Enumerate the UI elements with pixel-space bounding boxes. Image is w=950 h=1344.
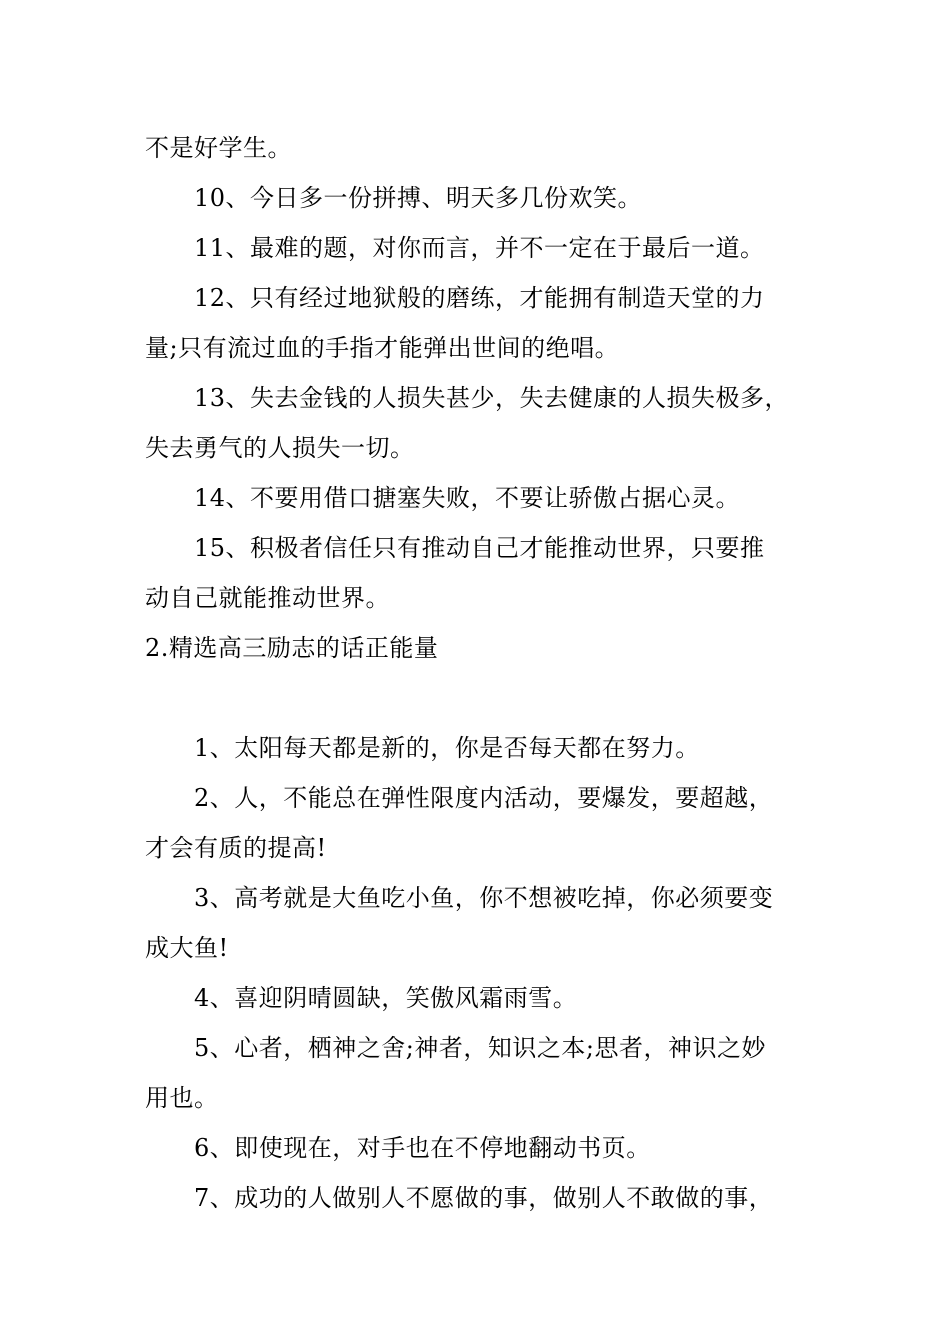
list-item: 12、只有经过地狱般的磨练，才能拥有制造天堂的力 xyxy=(194,284,765,312)
list-item: 15、积极者信任只有推动自己才能推动世界，只要推 xyxy=(194,534,765,562)
list-item: 14、不要用借口搪塞失败，不要让骄傲占据心灵。 xyxy=(194,484,741,512)
list-item: 2、人，不能总在弹性限度内活动，要爆发，要超越， xyxy=(194,784,774,812)
list-item: 13、失去金钱的人损失甚少，失去健康的人损失极多， xyxy=(194,384,790,412)
text-line: 用也。 xyxy=(145,1084,219,1112)
text-line: 失去勇气的人损失一切。 xyxy=(145,434,415,462)
list-item: 4、喜迎阴晴圆缺，笑傲风霜雨雪。 xyxy=(194,984,578,1012)
text-line: 成大鱼! xyxy=(145,934,229,962)
list-item: 1、太阳每天都是新的，你是否每天都在努力。 xyxy=(194,734,700,762)
list-item: 7、成功的人做别人不愿做的事，做别人不敢做的事， xyxy=(194,1184,774,1212)
list-item: 11、最难的题，对你而言，并不一定在于最后一道。 xyxy=(194,234,765,262)
text-line: 量;只有流过血的手指才能弹出世间的绝唱。 xyxy=(145,334,620,362)
list-item: 5、心者，栖神之舍;神者，知识之本;思者，神识之妙 xyxy=(194,1034,766,1062)
list-item: 6、即使现在，对手也在不停地翻动书页。 xyxy=(194,1134,651,1162)
text-line: 动自己就能推动世界。 xyxy=(145,584,390,612)
list-item: 10、今日多一份拼搏、明天多几份欢笑。 xyxy=(194,184,643,212)
section-heading: 2.精选高三励志的话正能量 xyxy=(145,634,439,662)
text-line: 不是好学生。 xyxy=(145,134,292,162)
text-line: 才会有质的提高! xyxy=(145,834,327,862)
list-item: 3、高考就是大鱼吃小鱼，你不想被吃掉，你必须要变 xyxy=(194,884,774,912)
